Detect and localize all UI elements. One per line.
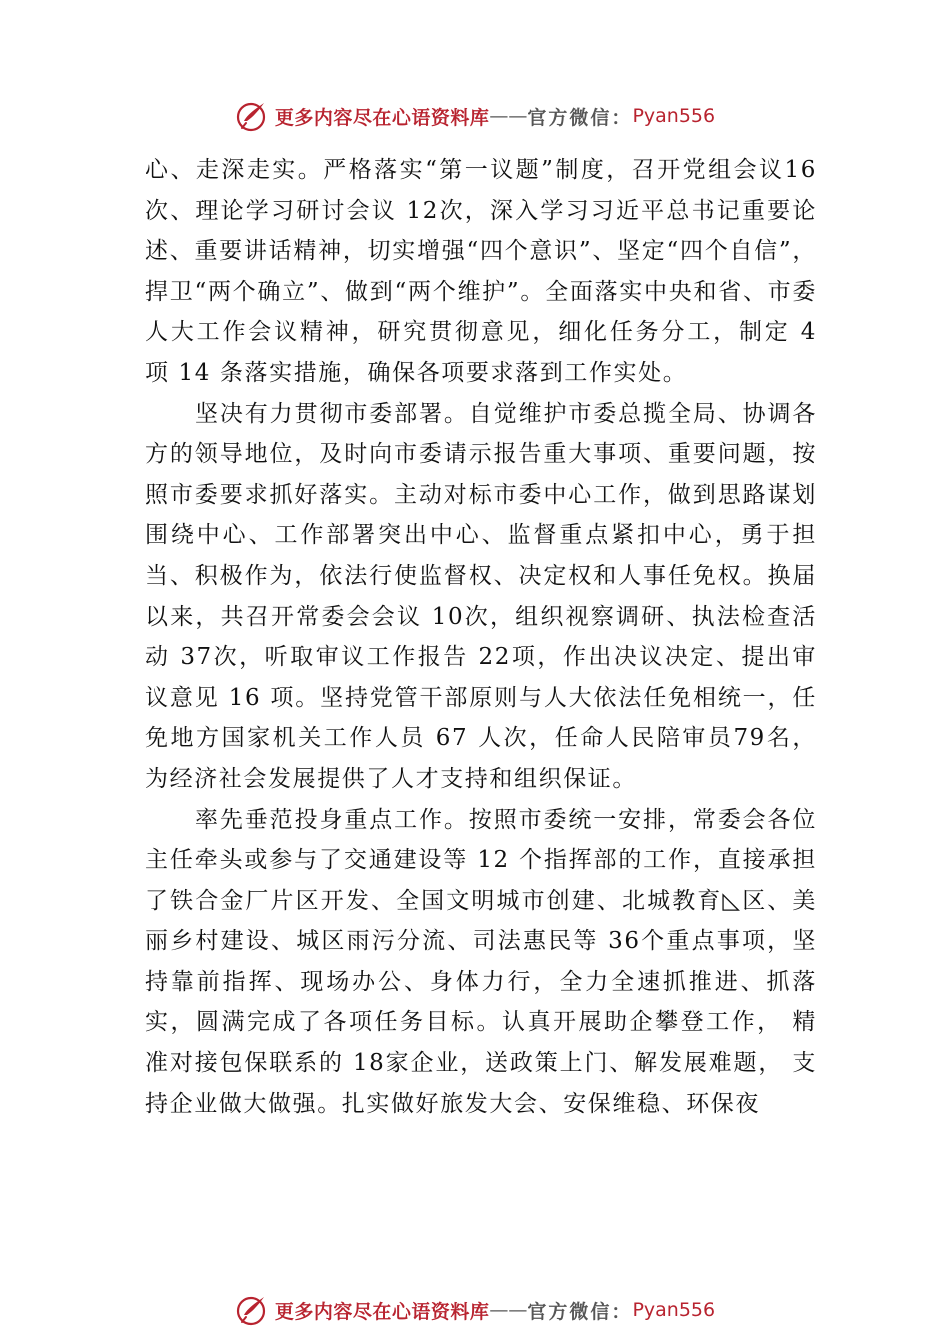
watermark-brand-text: 更多内容尽在心语资料库	[274, 1300, 490, 1323]
watermark-label: 官方微信：	[527, 1300, 633, 1323]
watermark-separator: ——	[489, 105, 528, 127]
watermark-wechat-id: Pyan556	[632, 1299, 716, 1321]
footer-watermark	[0, 1290, 950, 1330]
paragraph-3: 率先垂范投身重点工作。按照市委统一安排，常委会各位主任牵头或参与了交通建设等 12 个指挥部的工作，直接承担了铁合金厂片区开发、全国文明城市创建、北城教育◺区、美丽乡村建设、城区雨污分流、司法惠民等 36个重点事项，坚持靠前指挥、现场办公、身体力行，全力全速抓推进、抓落实，圆满完成了各项任务目标。认真开展助企攀登工作， 精准对接包保联系的 18家企业，送政策上门、解发展难题， 支持企业做大做强。扎实做好旅发大会、安保维稳、环保夜	[145, 806, 817, 1117]
watermark-separator: ——	[489, 1299, 528, 1321]
document-body	[145, 150, 817, 1124]
watermark-label: 官方微信：	[527, 106, 633, 129]
quill-seal-icon	[235, 1293, 269, 1327]
quill-seal-icon	[235, 99, 269, 133]
watermark-wechat-id: Pyan556	[632, 105, 716, 127]
header-watermark	[0, 96, 950, 136]
paragraph-2: 坚决有力贯彻市委部署。自觉维护市委总揽全局、协调各方的领导地位，及时向市委请示报告重大事项、重要问题，按照市委要求抓好落实。主动对标市委中心工作，做到思路谋划围绕中心、工作部署突出中心、监督重点紧扣中心，勇于担当、积极作为，依法行使监督权、决定权和人事任免权。换届以来，共召开常委会会议 10次，组织视察调研、执法检查活动 37次，听取审议工作报告 22项，作出决议决定、提出审议意见 16 项。坚持党管干部原则与人大依法任免相统一，任免地方国家机关工作人员 67 人次，任命人民陪审员79名，为经济社会发展提供了人才支持和组织保证。	[145, 400, 817, 792]
paragraph-1: 心、走深走实。严格落实“第一议题”制度，召开党组会议16次、理论学习研讨会议 12次，深入学习习近平总书记重要论述、重要讲话精神，切实增强“四个意识”、坚定“四个自信”，捍卫“两个确立”、做到“两个维护”。全面落实中央和省、市委人大工作会议精神，研究贯彻意见，细化任务分工，制定 4 项 14 条落实措施，确保各项要求落到工作实处。	[145, 157, 817, 386]
watermark-brand-text: 更多内容尽在心语资料库	[274, 106, 490, 129]
